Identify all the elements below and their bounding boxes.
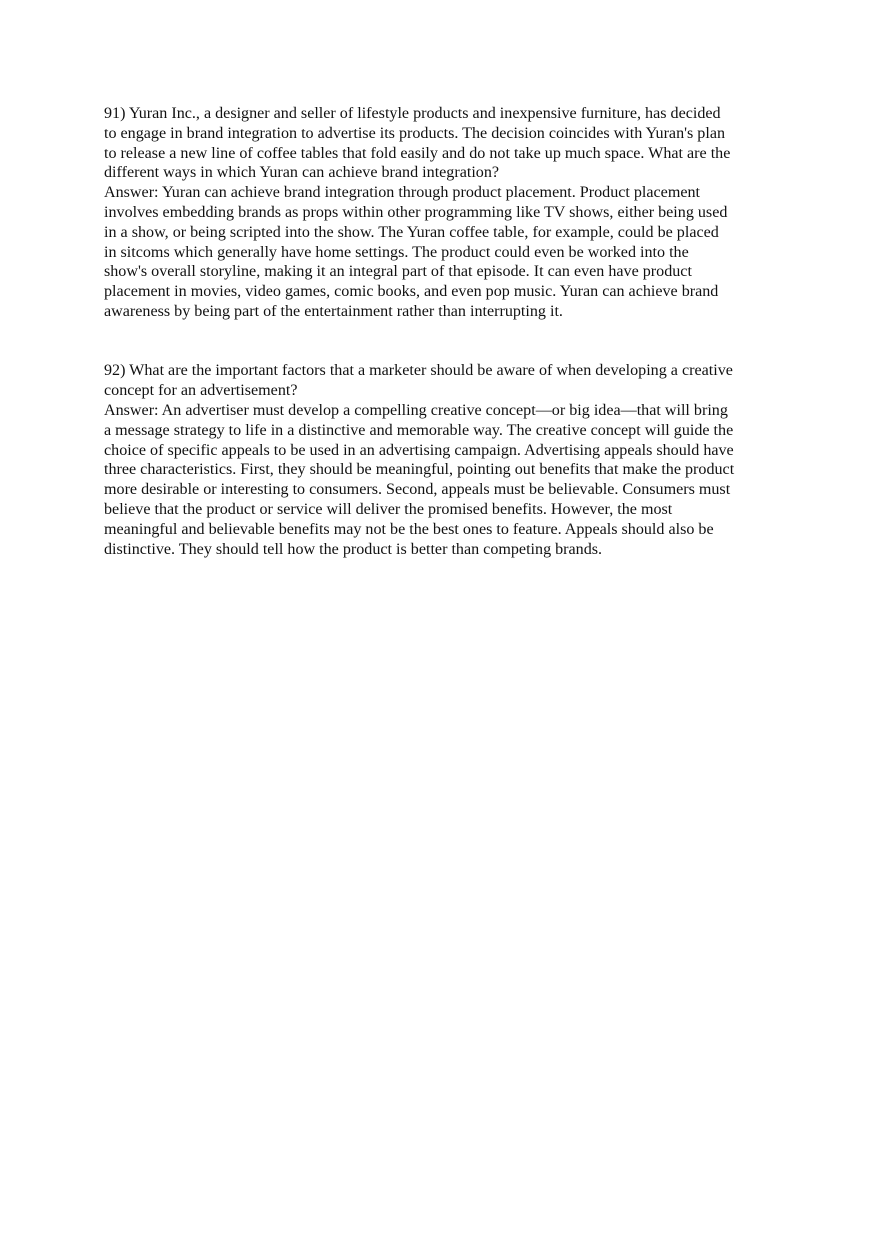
text-line: choice of specific appeals to be used in an advertising campaign. Advertising appeals should have [104,441,734,459]
text-line: Answer: An advertiser must develop a compelling creative concept—or big idea—that will bring [104,401,728,419]
text-line: in a show, or being scripted into the show. The Yuran coffee table, for example, could be placed [104,223,719,241]
question-block-92 [104,361,784,559]
text-line: 92) What are the important factors that a marketer should be aware of when developing a creative [104,362,733,380]
text-line: placement in movies, video games, comic books, and even pop music. Yuran can achieve brand [104,283,719,301]
text-line: in sitcoms which generally have home settings. The product could even be worked into the [104,243,689,261]
question-text [104,104,784,183]
text-line: to release a new line of coffee tables that fold easily and do not take up much space. What are the [104,144,731,162]
text-line: awareness by being part of the entertainment rather than interrupting it. [104,302,563,320]
text-line: a message strategy to life in a distinctive and memorable way. The creative concept will guide the [104,421,734,439]
answer-text [104,183,784,322]
text-line: Answer: Yuran can achieve brand integration through product placement. Product placement [104,184,701,202]
text-line: to engage in brand integration to advertise its products. The decision coincides with Yuran's plan [104,124,726,142]
text-line: different ways in which Yuran can achieve brand integration? [104,164,500,182]
answer-text [104,401,784,559]
text-line: involves embedding brands as props within other programming like TV shows, either being used [104,203,728,221]
text-line: more desirable or interesting to consumers. Second, appeals must be believable. Consumers must [104,481,731,499]
text-line: meaningful and believable benefits may not be the best ones to feature. Appeals should also be [104,520,714,538]
text-line: 91) Yuran Inc., a designer and seller of lifestyle products and inexpensive furniture, has decided [104,105,721,122]
text-line: concept for an advertisement? [104,382,298,400]
question-text [104,361,784,401]
text-line: distinctive. They should tell how the product is better than competing brands. [104,540,603,558]
document-content [104,104,784,559]
text-line: believe that the product or service will deliver the promised benefits. However, the most [104,500,673,518]
question-block-91 [104,104,784,322]
text-line: show's overall storyline, making it an integral part of that episode. It can even have product [104,263,692,281]
text-line: three characteristics. First, they should be meaningful, pointing out benefits that make the product [104,461,735,479]
